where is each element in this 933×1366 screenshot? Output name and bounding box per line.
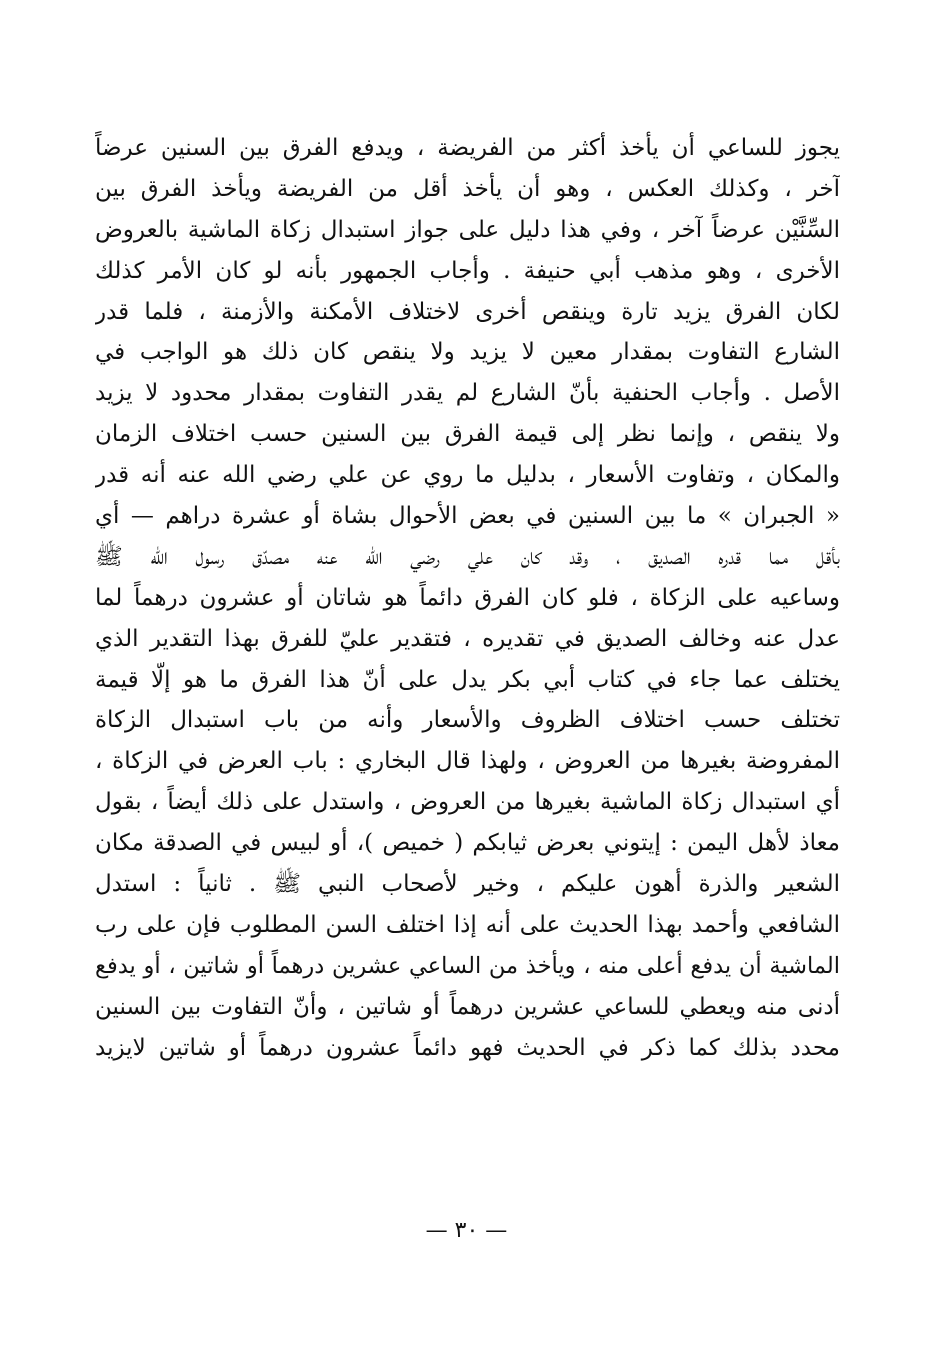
body-text [95, 128, 840, 1068]
text-line: يختلف عما جاء في كتاب أبي بكر يدل على أنّ هذا الفرق ما هو إلّا قيمة [95, 666, 840, 693]
text-line: المفروضة بغيرها من العروض ، ولهذا قال البخاري : باب العرض في الزكاة ، [95, 748, 840, 775]
page-number: — ٣٠ — [425, 1218, 508, 1243]
text-line: يجوز للساعي أن يأخذ أكثر من الفريضة ، ويدفع الفرق بين السنين عرضاً [95, 135, 840, 161]
text-line: محدد بذلك كما ذكر في الحديث فهو دائماً عشرون درهماً أو شاتين لايزيد [95, 1034, 840, 1061]
text-line: بأقل مما قدره الصديق ، وقد كان علي رضي الله عنه مصدّق رسول الله ﷺ [95, 543, 840, 570]
text-line: عدل عنه وخالف الصديق في تقديره ، فتقدير عليّ للفرق بهذا التقدير الذي [95, 625, 840, 652]
text-line: تختلف حسب اختلاف الظروف والأسعار وأنه من باب استبدال الزكاة [95, 707, 840, 734]
text-line: الماشية أن يدفع أعلى منه ، ويأخذ من الساعي عشرين درهماً أو شاتين ، أو يدفع [95, 952, 840, 979]
text-line: ولا ينقص ، وإنما نظر إلى قيمة الفرق بين السنين حسب اختلاف الزمان [95, 421, 840, 448]
text-line: الأصل . وأجاب الحنفية بأنّ الشارع لم يقدر التفاوت بمقدار محدود لا يزيد [95, 380, 840, 407]
text-line: وساعيه على الزكاة ، فلو كان الفرق دائماً هو شاتان أو عشرون درهماً لما [95, 584, 840, 611]
text-line: الشافعي وأحمد بهذا الحديث على أنه إذا اختلف السن المطلوب فإن على رب [95, 911, 840, 938]
text-line: أدنى منه ويعطي للساعي عشرين درهماً أو شاتين ، وأنّ التفاوت بين السنين [95, 993, 840, 1020]
text-line: لكان الفرق يزيد تارة وينقص أخرى لاختلاف الأمكنة والأزمنة ، فلما قدر [95, 298, 840, 325]
text-line: الأخرى ، وهو مذهب أبي حنيفة . وأجاب الجمهور بأنه لو كان الأمر كذلك [95, 257, 840, 284]
text-line: آخر ، وكذلك العكس ، وهو أن يأخذ أقل من الفريضة ويأخذ الفرق بين [95, 175, 840, 202]
text-line: « الجبران » ما بين السنين في بعض الأحوال بشاة أو عشرة دراهم — أي [95, 503, 840, 530]
text-line: السِّنَّيْن عرضاً آخر ، وفي هذا دليل على جواز استبدال زكاة الماشية بالعروض [95, 216, 840, 243]
text-line: الشارع التفاوت بمقدار معين لا يزيد ولا ينقص كان ذلك هو الواجب في [95, 339, 840, 366]
text-line: الشعير والذرة أهون عليكم ، وخير لأصحاب النبي ﷺ . ثانياً : استدل [95, 871, 840, 898]
text-line: والمكان ، وتفاوت الأسعار ، بدليل ما روي عن علي رضي الله عنه أنه قدر [95, 462, 840, 489]
text-line: معاذ لأهل اليمن : إيتوني بعرض ثيابكم ( خميص )، أو لبيس في الصدقة مكان [95, 830, 840, 857]
text-line: أي استبدال زكاة الماشية بغيرها من العروض ، واستدل على ذلك أيضاً ، بقول [95, 789, 840, 816]
